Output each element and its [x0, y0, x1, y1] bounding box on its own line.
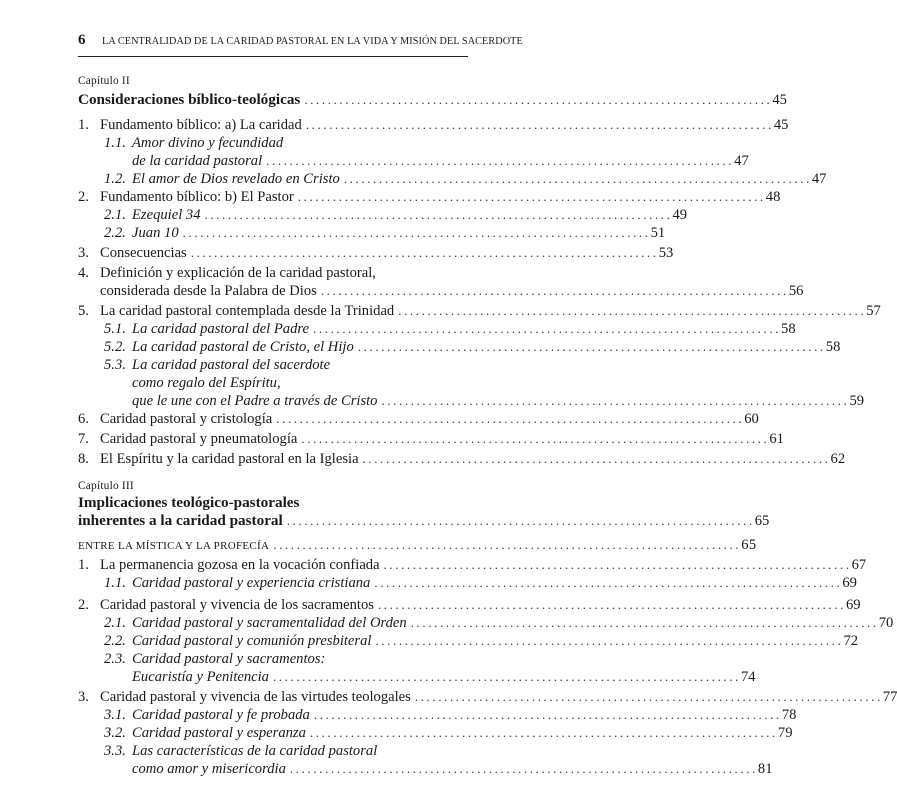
- toc-line: [78, 596, 861, 614]
- entry-number: 1.2.: [104, 171, 126, 187]
- leader-dots: ................................................................................: [289, 761, 758, 776]
- leader-dots: ................................................................................: [357, 339, 826, 354]
- entry-number: 2.: [78, 189, 89, 205]
- entry-number: 3.2.: [104, 725, 126, 741]
- page-ref: 67: [851, 557, 867, 573]
- entry-title: Definición y explicación de la caridad pastoral,: [100, 265, 376, 281]
- entry-number: 1.1.: [104, 135, 126, 151]
- entry-number: 4.: [78, 265, 89, 281]
- page-ref: 58: [825, 339, 841, 355]
- running-title: LA CENTRALIDAD DE LA CARIDAD PASTORAL EN LA VIDA Y MISIÓN DEL SACERDOTE: [102, 36, 523, 47]
- page-ref: 56: [788, 283, 804, 299]
- entry-title: Eucaristía y Penitencia: [132, 669, 269, 685]
- leader-dots: ................................................................................: [204, 207, 673, 222]
- page-ref: 61: [769, 431, 784, 447]
- entry-title: Caridad pastoral y sacramentos:: [132, 651, 326, 667]
- chapter-title: inherentes a la caridad pastoral: [78, 512, 283, 529]
- page-ref: 59: [849, 393, 865, 409]
- entry-number: 3.1.: [104, 707, 126, 723]
- page-ref: 72: [843, 633, 859, 649]
- entry-title: Caridad pastoral y vivencia de las virtudes teologales: [100, 689, 411, 705]
- chapter-label: Capítulo III: [78, 480, 134, 492]
- entry-title: Caridad pastoral y cristología: [100, 411, 273, 427]
- leader-dots: ................................................................................: [301, 431, 770, 446]
- entry-number: 5.: [78, 303, 89, 319]
- entry-number: 2.2.: [104, 225, 126, 241]
- entry-number: 2.3.: [104, 651, 126, 667]
- page-ref: 65: [741, 537, 757, 553]
- entry-title: La caridad pastoral de Cristo, el Hijo: [132, 339, 354, 355]
- toc-line: [78, 134, 468, 152]
- leader-dots: ................................................................................: [313, 707, 782, 722]
- page-ref: 53: [658, 245, 674, 261]
- toc-line: [78, 170, 827, 188]
- leader-dots: ................................................................................: [297, 189, 766, 204]
- leader-dots: ................................................................................: [343, 171, 812, 186]
- entry-title: como amor y misericordia: [132, 761, 286, 777]
- entry-title: Caridad pastoral y comunión presbiteral: [132, 633, 372, 649]
- entry-number: 1.: [78, 117, 89, 133]
- page-ref: 51: [650, 225, 666, 241]
- leader-dots: ................................................................................: [304, 92, 773, 107]
- leader-dots: ................................................................................: [374, 575, 843, 590]
- toc-line: [78, 282, 804, 300]
- toc-line: [78, 632, 859, 650]
- entry-number: 3.3.: [104, 743, 126, 759]
- leader-dots: ................................................................................: [377, 597, 846, 612]
- entry-title: Las características de la caridad pastoral: [132, 743, 378, 759]
- toc-line: [78, 302, 881, 320]
- entry-number: 5.3.: [104, 357, 126, 373]
- entry-title: Caridad pastoral y vivencia de los sacramentos: [100, 597, 374, 613]
- entry-title: La caridad pastoral contemplada desde la Trinidad: [100, 303, 395, 319]
- toc-line: [78, 574, 857, 592]
- entry-title: que le une con el Padre a través de Cristo: [132, 393, 378, 409]
- page-ref: 45: [772, 92, 787, 108]
- entry-title: La permanencia gozosa en la vocación confiada: [100, 557, 380, 573]
- toc-line: [78, 477, 468, 495]
- leader-dots: ................................................................................: [273, 537, 742, 552]
- leader-dots: ................................................................................: [276, 411, 745, 426]
- toc-line: [78, 430, 784, 448]
- entry-title: Consecuencias: [100, 245, 187, 261]
- toc-line: [78, 392, 865, 410]
- entry-number: 7.: [78, 431, 89, 447]
- entry-title: Juan 10: [132, 225, 179, 241]
- entry-title: Caridad pastoral y pneumatología: [100, 431, 298, 447]
- entry-title: de la caridad pastoral: [132, 153, 263, 169]
- page-number: 6: [78, 32, 86, 48]
- chapter-label: Capítulo II: [78, 75, 130, 87]
- toc-line: [78, 556, 867, 574]
- entry-number: 2.: [78, 597, 89, 613]
- page-ref: 69: [845, 597, 861, 613]
- leader-dots: ................................................................................: [190, 245, 659, 260]
- entry-title: Caridad pastoral y fe probada: [132, 707, 310, 723]
- page-ref: 47: [734, 153, 749, 169]
- toc-line: [78, 264, 468, 282]
- page-ref: 57: [866, 303, 881, 319]
- leader-dots: ................................................................................: [272, 669, 741, 684]
- entry-number: 1.1.: [104, 575, 126, 591]
- chapter-title: Implicaciones teológico-pastorales: [78, 494, 300, 511]
- page-ref: 65: [754, 513, 770, 529]
- toc-line: [78, 724, 793, 742]
- toc-line: [78, 410, 759, 428]
- leader-dots: ................................................................................: [375, 633, 844, 648]
- leader-dots: ................................................................................: [286, 513, 755, 528]
- toc-line: [78, 224, 666, 242]
- entry-title: La caridad pastoral del Padre: [132, 321, 310, 337]
- entry-number: 2.1.: [104, 207, 126, 223]
- entry-number: 6.: [78, 411, 89, 427]
- entry-title: La caridad pastoral del sacerdote: [132, 357, 331, 373]
- leader-dots: ................................................................................: [182, 225, 651, 240]
- toc-line: [78, 512, 770, 530]
- leader-dots: ................................................................................: [266, 153, 735, 168]
- leader-dots: ................................................................................: [414, 689, 883, 704]
- entry-number: 2.1.: [104, 615, 126, 631]
- entry-title: Caridad pastoral y esperanza: [132, 725, 306, 741]
- page-ref: 60: [744, 411, 759, 427]
- leader-dots: ................................................................................: [381, 393, 850, 408]
- page-ref: 79: [777, 725, 793, 741]
- leader-dots: ................................................................................: [305, 117, 774, 132]
- section-title: ENTRE LA MÍSTICA Y LA PROFECÍA: [78, 540, 270, 552]
- toc-line: [78, 206, 688, 224]
- page-ref: 70: [878, 615, 894, 631]
- page-ref: 81: [757, 761, 773, 777]
- page-ref: 74: [740, 669, 756, 685]
- toc-line: [78, 494, 468, 512]
- page-ref: 45: [773, 117, 789, 133]
- entry-number: 3.: [78, 689, 89, 705]
- page-ref: 77: [882, 689, 897, 705]
- entry-title: como regalo del Espíritu,: [132, 375, 281, 391]
- entry-title: Amor divino y fecundidad: [132, 135, 284, 151]
- leader-dots: ................................................................................: [410, 615, 879, 630]
- toc-line: [78, 706, 797, 724]
- toc-line: [78, 374, 468, 392]
- page-ref: 78: [781, 707, 797, 723]
- leader-dots: ................................................................................: [320, 283, 789, 298]
- page-ref: 47: [811, 171, 827, 187]
- entry-number: 3.: [78, 245, 89, 261]
- running-header: [78, 30, 523, 57]
- chapter-title: Consideraciones bíblico-teológicas: [78, 91, 301, 108]
- entry-number: 1.: [78, 557, 89, 573]
- toc-line: [78, 742, 468, 760]
- entry-title: El amor de Dios revelado en Cristo: [132, 171, 340, 187]
- page-ref: 62: [830, 451, 846, 467]
- toc-line: [78, 668, 756, 686]
- leader-dots: ................................................................................: [313, 321, 782, 336]
- entry-number: 2.2.: [104, 633, 126, 649]
- toc-line: [78, 244, 674, 262]
- leader-dots: ................................................................................: [398, 303, 867, 318]
- page-ref: 58: [781, 321, 796, 337]
- page-ref: 48: [765, 189, 781, 205]
- entry-title: Caridad pastoral y sacramentalidad del Orden: [132, 615, 407, 631]
- page-ref: 49: [672, 207, 688, 223]
- entry-title: considerada desde la Palabra de Dios: [100, 283, 317, 299]
- toc-line: [78, 450, 846, 468]
- toc-line: [78, 152, 749, 170]
- toc-line: [78, 356, 468, 374]
- toc-line: [78, 650, 468, 668]
- toc-line: [78, 338, 841, 356]
- toc-line: [78, 536, 757, 554]
- entry-title: Caridad pastoral y experiencia cristiana: [132, 575, 371, 591]
- entry-title: El Espíritu y la caridad pastoral en la Iglesia: [100, 451, 359, 467]
- toc-line: [78, 688, 897, 706]
- toc-line: [78, 72, 468, 90]
- entry-title: Fundamento bíblico: a) La caridad: [100, 117, 302, 133]
- toc-line: [78, 188, 781, 206]
- entry-title: Ezequiel 34: [132, 207, 201, 223]
- toc-line: [78, 116, 789, 134]
- toc-line: [78, 760, 773, 778]
- toc-line: [78, 91, 787, 109]
- leader-dots: ................................................................................: [309, 725, 778, 740]
- leader-dots: ................................................................................: [362, 451, 831, 466]
- entry-number: 5.2.: [104, 339, 126, 355]
- leader-dots: ................................................................................: [383, 557, 852, 572]
- page-ref: 69: [842, 575, 857, 591]
- toc-line: [78, 614, 894, 632]
- entry-title: Fundamento bíblico: b) El Pastor: [100, 189, 294, 205]
- entry-number: 8.: [78, 451, 89, 467]
- toc-line: [78, 320, 796, 338]
- entry-number: 5.1.: [104, 321, 126, 337]
